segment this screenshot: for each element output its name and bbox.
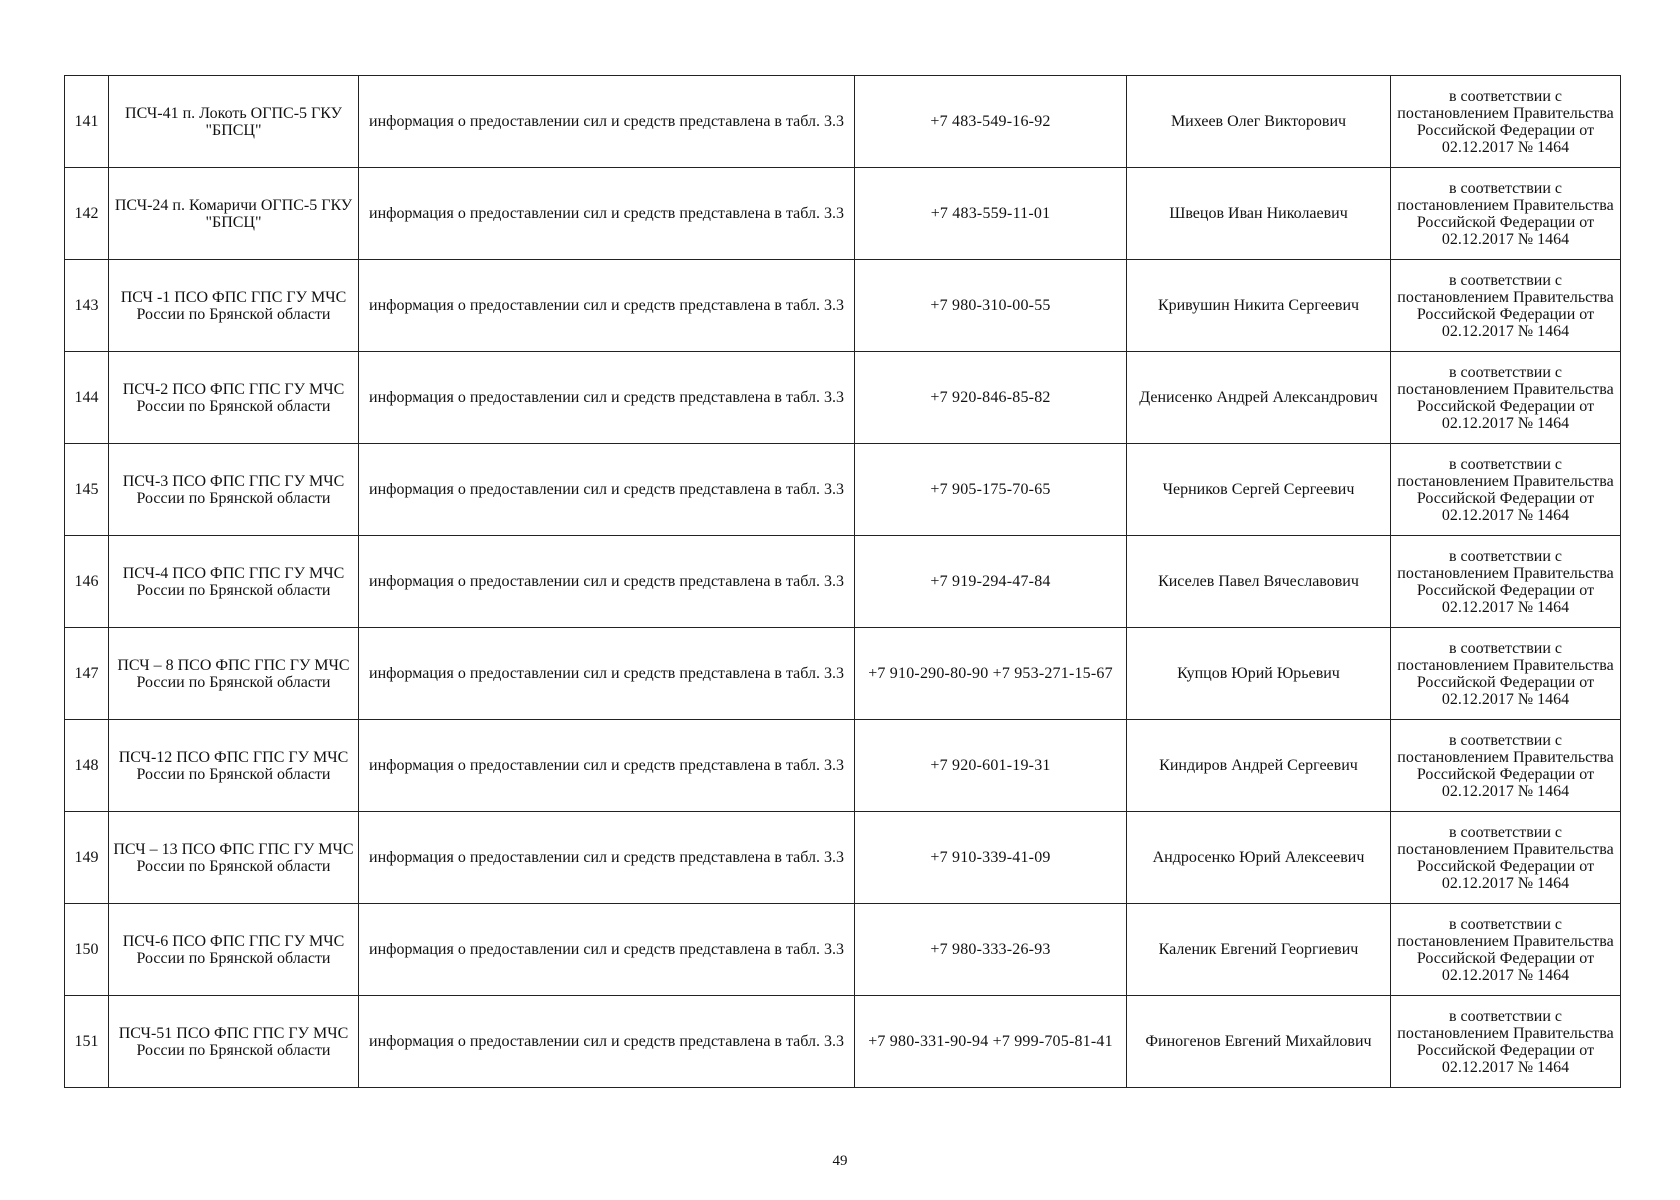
head-name: Черников Сергей Сергеевич — [1127, 444, 1391, 536]
contact-phone: +7 483-559-11-01 — [855, 168, 1127, 260]
contact-phone: +7 483-549-16-92 — [855, 76, 1127, 168]
unit-name: ПСЧ -1 ПСО ФПС ГПС ГУ МЧС России по Брянской области — [109, 260, 359, 352]
head-name: Кривушин Никита Сергеевич — [1127, 260, 1391, 352]
legal-basis: в соответствии с постановлением Правительства Российской Федерации от 02.12.2017 № 1464 — [1391, 260, 1621, 352]
row-number: 147 — [65, 628, 109, 720]
table-row — [65, 720, 1621, 812]
head-name: Киндиров Андрей Сергеевич — [1127, 720, 1391, 812]
forces-info: информация о предоставлении сил и средств представлена в табл. 3.3 — [359, 260, 855, 352]
head-name: Швецов Иван Николаевич — [1127, 168, 1391, 260]
legal-basis: в соответствии с постановлением Правительства Российской Федерации от 02.12.2017 № 1464 — [1391, 904, 1621, 996]
contact-phone: +7 980-333-26-93 — [855, 904, 1127, 996]
forces-info: информация о предоставлении сил и средств представлена в табл. 3.3 — [359, 168, 855, 260]
unit-name: ПСЧ-41 п. Локоть ОГПС-5 ГКУ "БПСЦ" — [109, 76, 359, 168]
contact-phone: +7 920-601-19-31 — [855, 720, 1127, 812]
head-name: Киселев Павел Вячеславович — [1127, 536, 1391, 628]
table-row — [65, 628, 1621, 720]
unit-name: ПСЧ-51 ПСО ФПС ГПС ГУ МЧС России по Брянской области — [109, 996, 359, 1088]
contact-phone: +7 905-175-70-65 — [855, 444, 1127, 536]
head-name: Михеев Олег Викторович — [1127, 76, 1391, 168]
forces-info: информация о предоставлении сил и средств представлена в табл. 3.3 — [359, 536, 855, 628]
table-row — [65, 352, 1621, 444]
table-row — [65, 812, 1621, 904]
legal-basis: в соответствии с постановлением Правительства Российской Федерации от 02.12.2017 № 1464 — [1391, 76, 1621, 168]
unit-name: ПСЧ-2 ПСО ФПС ГПС ГУ МЧС России по Брянской области — [109, 352, 359, 444]
head-name: Каленик Евгений Георгиевич — [1127, 904, 1391, 996]
table-row — [65, 76, 1621, 168]
forces-info: информация о предоставлении сил и средств представлена в табл. 3.3 — [359, 76, 855, 168]
head-name: Купцов Юрий Юрьевич — [1127, 628, 1391, 720]
legal-basis: в соответствии с постановлением Правительства Российской Федерации от 02.12.2017 № 1464 — [1391, 444, 1621, 536]
unit-name: ПСЧ-24 п. Комаричи ОГПС-5 ГКУ "БПСЦ" — [109, 168, 359, 260]
forces-info: информация о предоставлении сил и средств представлена в табл. 3.3 — [359, 812, 855, 904]
contact-phone: +7 910-339-41-09 — [855, 812, 1127, 904]
row-number: 148 — [65, 720, 109, 812]
unit-name: ПСЧ-3 ПСО ФПС ГПС ГУ МЧС России по Брянской области — [109, 444, 359, 536]
forces-info: информация о предоставлении сил и средств представлена в табл. 3.3 — [359, 996, 855, 1088]
legal-basis: в соответствии с постановлением Правительства Российской Федерации от 02.12.2017 № 1464 — [1391, 812, 1621, 904]
table-row — [65, 168, 1621, 260]
contact-phone: +7 920-846-85-82 — [855, 352, 1127, 444]
table-row — [65, 444, 1621, 536]
unit-name: ПСЧ-4 ПСО ФПС ГПС ГУ МЧС России по Брянской области — [109, 536, 359, 628]
table-row — [65, 904, 1621, 996]
row-number: 150 — [65, 904, 109, 996]
row-number: 146 — [65, 536, 109, 628]
legal-basis: в соответствии с постановлением Правительства Российской Федерации от 02.12.2017 № 1464 — [1391, 168, 1621, 260]
row-number: 142 — [65, 168, 109, 260]
contact-phone: +7 910-290-80-90 +7 953-271-15-67 — [855, 628, 1127, 720]
units-table — [64, 75, 1621, 1088]
legal-basis: в соответствии с постановлением Правительства Российской Федерации от 02.12.2017 № 1464 — [1391, 536, 1621, 628]
contact-phone: +7 980-331-90-94 +7 999-705-81-41 — [855, 996, 1127, 1088]
legal-basis: в соответствии с постановлением Правительства Российской Федерации от 02.12.2017 № 1464 — [1391, 352, 1621, 444]
forces-info: информация о предоставлении сил и средств представлена в табл. 3.3 — [359, 444, 855, 536]
row-number: 149 — [65, 812, 109, 904]
table-row — [65, 260, 1621, 352]
legal-basis: в соответствии с постановлением Правительства Российской Федерации от 02.12.2017 № 1464 — [1391, 628, 1621, 720]
forces-info: информация о предоставлении сил и средств представлена в табл. 3.3 — [359, 352, 855, 444]
unit-name: ПСЧ-6 ПСО ФПС ГПС ГУ МЧС России по Брянской области — [109, 904, 359, 996]
forces-info: информация о предоставлении сил и средств представлена в табл. 3.3 — [359, 628, 855, 720]
head-name: Финогенов Евгений Михайлович — [1127, 996, 1391, 1088]
row-number: 141 — [65, 76, 109, 168]
row-number: 145 — [65, 444, 109, 536]
row-number: 151 — [65, 996, 109, 1088]
contact-phone: +7 980-310-00-55 — [855, 260, 1127, 352]
page-number: 49 — [832, 1153, 848, 1169]
head-name: Денисенко Андрей Александрович — [1127, 352, 1391, 444]
table-row — [65, 996, 1621, 1088]
unit-name: ПСЧ-12 ПСО ФПС ГПС ГУ МЧС России по Брянской области — [109, 720, 359, 812]
head-name: Андросенко Юрий Алексеевич — [1127, 812, 1391, 904]
units-table-body — [65, 76, 1621, 1088]
unit-name: ПСЧ – 13 ПСО ФПС ГПС ГУ МЧС России по Брянской области — [109, 812, 359, 904]
legal-basis: в соответствии с постановлением Правительства Российской Федерации от 02.12.2017 № 1464 — [1391, 720, 1621, 812]
contact-phone: +7 919-294-47-84 — [855, 536, 1127, 628]
row-number: 144 — [65, 352, 109, 444]
row-number: 143 — [65, 260, 109, 352]
table-row — [65, 536, 1621, 628]
unit-name: ПСЧ – 8 ПСО ФПС ГПС ГУ МЧС России по Брянской области — [109, 628, 359, 720]
legal-basis: в соответствии с постановлением Правительства Российской Федерации от 02.12.2017 № 1464 — [1391, 996, 1621, 1088]
forces-info: информация о предоставлении сил и средств представлена в табл. 3.3 — [359, 904, 855, 996]
forces-info: информация о предоставлении сил и средств представлена в табл. 3.3 — [359, 720, 855, 812]
